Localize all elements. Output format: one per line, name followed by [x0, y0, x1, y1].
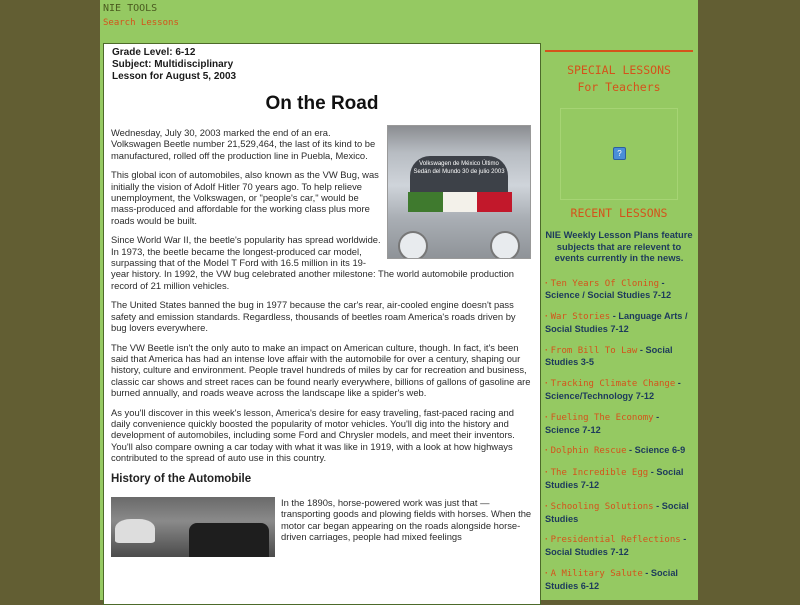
- bullet-icon: ·: [545, 467, 549, 478]
- search-lessons-link[interactable]: Search Lessons: [103, 18, 179, 28]
- nie-tools-label: NIE TOOLS: [103, 3, 158, 14]
- special-lessons-title: SPECIAL LESSONS: [567, 63, 671, 77]
- separator: -: [653, 500, 662, 511]
- lesson-subject: Social Studies 6-12: [545, 568, 678, 591]
- special-lessons-subtitle: For Teachers: [577, 80, 661, 94]
- lesson-subject: Science 7-12: [545, 424, 601, 435]
- separator: -: [648, 467, 657, 478]
- article-body: [104, 127, 540, 557]
- special-lessons-heading: [545, 62, 693, 96]
- lesson-link-war-stories[interactable]: War Stories: [550, 312, 611, 323]
- bullet-icon: ·: [545, 500, 549, 511]
- separator: -: [637, 344, 646, 355]
- list-item: [545, 311, 693, 336]
- vw-beetle-photo: [387, 125, 531, 259]
- separator: -: [653, 411, 660, 422]
- bullet-icon: ·: [545, 378, 549, 389]
- list-item: [545, 278, 693, 303]
- bullet-icon: ·: [545, 445, 549, 456]
- lesson-link-tracking-climate-change[interactable]: Tracking Climate Change: [550, 379, 676, 390]
- separator: -: [610, 311, 619, 322]
- separator: -: [675, 378, 681, 389]
- lesson-subject: Science 6-9: [634, 445, 686, 456]
- lesson-subject: Social Studies 3-5: [545, 344, 673, 368]
- lesson-subject: Social Studies: [545, 500, 689, 524]
- lesson-link-from-bill-to-law[interactable]: From Bill To Law: [550, 345, 638, 356]
- bullet-icon: ·: [545, 277, 549, 288]
- lesson-subject: Science/Technology 7-12: [545, 391, 655, 402]
- recent-lessons-heading: RECENT LESSONS: [570, 206, 668, 220]
- separator: -: [642, 568, 651, 579]
- bullet-icon: ·: [545, 311, 549, 322]
- bullet-icon: ·: [545, 411, 549, 422]
- lesson-date: Lesson for August 5, 2003: [112, 71, 237, 82]
- history-text: In the 1890s, horse-powered work was just that — transporting goods and plowing fields with horses. When the motor car began appearing on the roads alongside horse-driven carriages, people had mixed feelings: [281, 496, 532, 543]
- history-heading: History of the Automobile: [111, 472, 252, 485]
- lesson-subject: Social Studies 7-12: [545, 467, 684, 491]
- paragraph: The United States banned the bug in 1977 because the car's rear, air-cooled engine doesn't pass safety and emission standards. Regardless, thousands of beetles roam America's roads driven by bug lovers everywhere.: [111, 299, 516, 334]
- lesson-main-panel: [103, 43, 541, 605]
- paragraph: This global icon of automobiles, also known as the VW Bug, was initially the vision of Adolf Hitler 70 years ago. To help relieve unemployment, the Volkswagen, or "people's car," would be mass-produced and affordable for the working class plus more roads would be built.: [111, 169, 379, 226]
- recent-lessons-list: [545, 278, 693, 593]
- separator: -: [659, 277, 665, 288]
- horse-shape: [115, 519, 155, 543]
- list-item: [545, 345, 693, 370]
- windshield-caption: Volkswagen de México Último Sedán del Mundo 30 de julio 2003: [410, 156, 508, 196]
- car-shape: [189, 523, 269, 557]
- separator: -: [680, 534, 687, 545]
- page-title: On the Road: [265, 93, 379, 114]
- sidebar-divider: [545, 50, 693, 52]
- bullet-icon: ·: [545, 568, 549, 579]
- broken-image-icon: ?: [613, 147, 626, 160]
- list-item: [545, 412, 693, 437]
- lesson-subject: Language Arts / Social Studies 7-12: [545, 311, 688, 334]
- subject: Subject: Multidisciplinary: [112, 59, 234, 70]
- lesson-link-ten-years-of-cloning[interactable]: Ten Years Of Cloning: [550, 278, 659, 289]
- nie-tools-header: [103, 2, 179, 30]
- lesson-link-presidential-reflections[interactable]: Presidential Reflections: [550, 535, 681, 546]
- lesson-meta: [104, 44, 540, 83]
- bullet-icon: ·: [545, 344, 549, 355]
- paragraph: The VW Beetle isn't the only auto to make an impact on American culture, though. In fact, it's been said that America has had an intense love affair with the automobile for over a century, shaping our history, culture and environment. People travel hundreds of miles by car for recreation and business, classic car shows and street races can be found nearly everywhere, billions of gallons of gasoline are burned annually, and roads weave across the landscape like a spider's web.: [111, 341, 531, 399]
- list-item: [545, 568, 693, 593]
- special-lessons-ad[interactable]: [560, 108, 678, 200]
- list-item: [545, 501, 693, 526]
- paragraph: As you'll discover in this week's lesson, America's desire for easy traveling, fast-paced racing and daily convenience quickly boosted the popularity of motor vehicles. You'll dig into the history and development of automobiles, including some Ford and Chrysler models, and meet their inventors. You'll also compare owning a car today with what it was like in 1919, with a look at how highways contributed to the spread of auto use in this country.: [111, 406, 515, 464]
- headlight-left: [398, 231, 428, 259]
- lesson-link-a-military-salute[interactable]: A Military Salute: [550, 569, 643, 580]
- list-item: [545, 534, 693, 559]
- headlight-right: [490, 231, 520, 259]
- paragraph: Since World War II, the beetle's popularity has spread worldwide. In 1973, the beetle became the longest-produced car model, surpassing that of the Model T Ford with 16.5 million in its 19-year history. In 1992, the VW bug celebrated another milestone: The world automobile production record of 21 million vehicles.: [111, 234, 515, 291]
- lesson-link-schooling-solutions[interactable]: Schooling Solutions: [550, 501, 654, 512]
- sidebar: [545, 48, 693, 600]
- recent-lessons-blurb: NIE Weekly Lesson Plans feature subjects that are relevent to events currently in the news.: [545, 229, 693, 263]
- lesson-link-fueling-the-economy[interactable]: Fueling The Economy: [550, 412, 654, 423]
- list-item: [545, 378, 693, 403]
- bullet-icon: ·: [545, 534, 549, 545]
- list-item: [545, 445, 693, 458]
- lesson-link-the-incredible-egg[interactable]: The Incredible Egg: [550, 468, 649, 479]
- lesson-subject: Science / Social Studies 7-12: [545, 290, 672, 301]
- grade-level: Grade Level: 6-12: [112, 47, 196, 58]
- flowers-decoration: [408, 192, 512, 212]
- list-item: [545, 467, 693, 492]
- paragraph: Wednesday, July 30, 2003 marked the end of an era. Volkswagen Beetle number 21,529,464, the last of its kind to be manufactured, rolled off the production line in Puebla, Mexico.: [111, 127, 376, 161]
- history-section: [111, 497, 533, 557]
- separator: -: [626, 445, 635, 456]
- horse-and-car-photo: [111, 497, 275, 557]
- lesson-link-dolphin-rescue[interactable]: Dolphin Rescue: [550, 446, 627, 457]
- page-container: [100, 0, 698, 600]
- lesson-subject: Social Studies 7-12: [545, 547, 629, 558]
